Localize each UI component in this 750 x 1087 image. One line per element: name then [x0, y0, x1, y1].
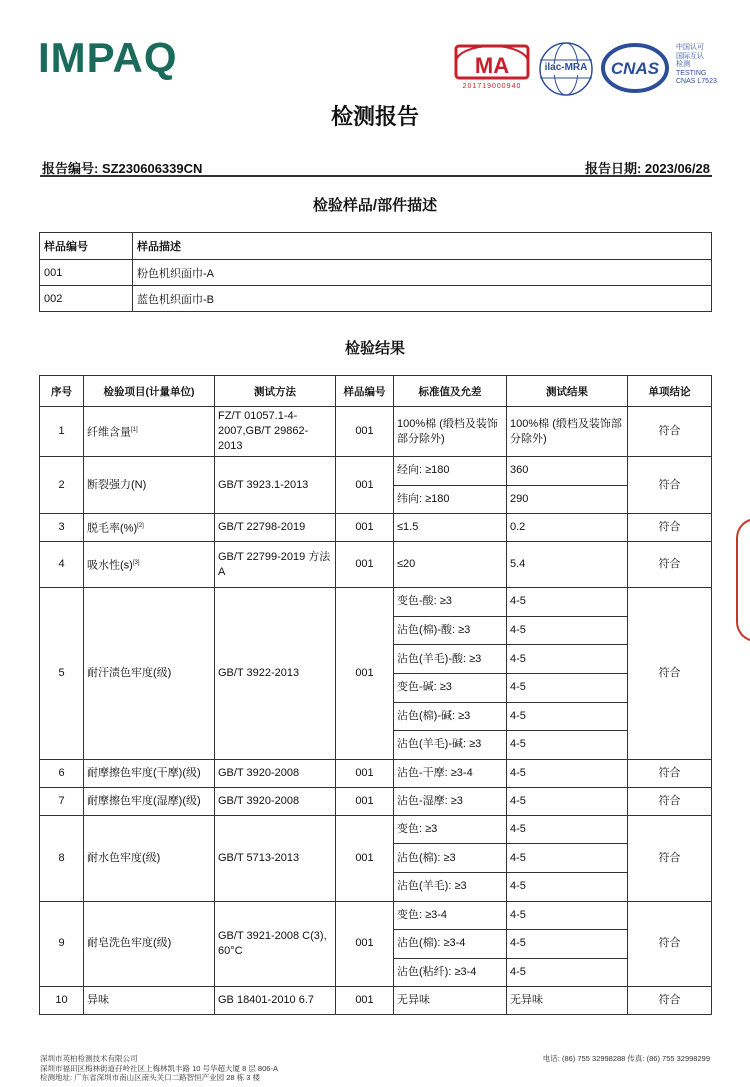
standard-value: 沾色(羊毛)-碱: ≥3 — [394, 731, 507, 760]
standard-value: 纬向: ≥180 — [394, 485, 507, 514]
test-result: 4-5 — [507, 815, 628, 844]
results-table — [39, 375, 712, 1015]
standard-value: 沾色(粘纤): ≥3-4 — [394, 958, 507, 987]
test-item — [84, 407, 215, 457]
report-number: 报告编号: SZ230606339CN — [42, 161, 203, 176]
standard-value: 变色-碱: ≥3 — [394, 673, 507, 702]
standard-value: 沾色(棉): ≥3-4 — [394, 930, 507, 959]
row-number: 5 — [40, 588, 84, 760]
test-result: 4-5 — [507, 645, 628, 674]
red-seal-stamp — [736, 518, 750, 642]
test-result: 290 — [507, 485, 628, 514]
test-result: 0.2 — [507, 514, 628, 542]
standard-value: 变色-酸: ≥3 — [394, 588, 507, 617]
svg-text:MA: MA — [474, 53, 510, 78]
row-number: 3 — [40, 514, 84, 542]
test-method: GB/T 3920-2008 — [215, 759, 336, 787]
table-row — [40, 542, 712, 588]
samples-table — [39, 232, 712, 312]
test-result: 360 — [507, 457, 628, 486]
cnas-caption-line: 中国认可 — [676, 44, 704, 51]
row-number: 10 — [40, 987, 84, 1015]
samples-section-title: 检验样品/部件描述 — [312, 197, 438, 214]
report-title: 检测报告 — [330, 104, 419, 129]
table-row — [40, 987, 712, 1015]
row-number: 6 — [40, 759, 84, 787]
footer — [40, 1054, 710, 1083]
row-number: 9 — [40, 901, 84, 987]
test-result: 4-5 — [507, 787, 628, 815]
test-item-label: 断裂强力(N) — [87, 478, 147, 491]
cnas-caption-line: CNAS L7523 — [676, 78, 717, 86]
table-row — [40, 514, 712, 542]
conclusion: 符合 — [628, 542, 712, 588]
test-result: 5.4 — [507, 542, 628, 588]
test-item-label: 耐摩擦色牢度(干摩)(级) — [87, 766, 201, 779]
test-method: GB/T 3922-2013 — [215, 588, 336, 760]
table-row — [40, 759, 712, 787]
test-result: 4-5 — [507, 759, 628, 787]
report-date: 报告日期: 2023/06/28 — [584, 161, 710, 176]
samples-header-cell: 样品编号 — [40, 233, 133, 260]
sample-id: 001 — [336, 588, 394, 760]
test-result: 100%棉 (缎档及装饰部分除外) — [507, 407, 628, 457]
cnas-caption-line: 国际互认 — [676, 52, 704, 60]
standard-value: 无异味 — [394, 987, 507, 1015]
conclusion: 符合 — [628, 815, 712, 901]
conclusion: 符合 — [628, 759, 712, 787]
cma-number: 201719000940 — [462, 83, 522, 90]
test-item-label: 耐汗渍色牢度(级) — [87, 666, 172, 679]
test-method: FZ/T 01057.1-4-2007,GB/T 29862-2013 — [215, 407, 336, 457]
test-result: 4-5 — [507, 844, 628, 873]
samples-header-cell: 样品描述 — [133, 233, 712, 260]
sample-desc: 蓝色机织面巾-B — [133, 286, 712, 312]
footnote-marker: [3] — [132, 559, 140, 566]
footnote-marker: [1] — [131, 426, 138, 433]
table-row — [40, 286, 712, 312]
cnas-caption-line: 检测 — [676, 61, 690, 69]
test-item-label: 异味 — [87, 994, 109, 1007]
test-item — [84, 787, 215, 815]
conclusion: 符合 — [628, 407, 712, 457]
test-result: 4-5 — [507, 702, 628, 731]
standard-value: ≤20 — [394, 542, 507, 588]
test-item-label: 吸水性(s) — [87, 559, 133, 572]
sample-id: 001 — [336, 457, 394, 514]
results-header-cell: 检验项目(计量单位) — [84, 376, 215, 407]
footnote-marker: [2] — [137, 522, 144, 529]
footer-lab-address: 检测地址: 广东省深圳市南山区南头关口二路智恒产业园 28 栋 3 楼 — [40, 1073, 261, 1082]
test-result: 4-5 — [507, 616, 628, 645]
test-result: 4-5 — [507, 588, 628, 617]
test-method: GB/T 3923.1-2013 — [215, 457, 336, 514]
table-row — [40, 815, 712, 844]
samples-header-row — [40, 233, 712, 260]
header-divider — [40, 175, 712, 177]
standard-value: 沾色-湿摩: ≥3 — [394, 787, 507, 815]
test-item — [84, 815, 215, 901]
cnas-label: CNAS — [610, 59, 660, 78]
footer-contact: 电话: (86) 755 32998288 传真: (86) 755 32998299 — [542, 1054, 710, 1063]
results-header-cell: 测试结果 — [507, 376, 628, 407]
footer-company: 深圳市英柏检测技术有限公司 — [40, 1054, 138, 1063]
conclusion: 符合 — [628, 514, 712, 542]
test-result: 4-5 — [507, 673, 628, 702]
sample-id: 001 — [336, 987, 394, 1015]
standard-value: 沾色-干摩: ≥3-4 — [394, 759, 507, 787]
results-header-cell: 单项结论 — [628, 376, 712, 407]
results-header-cell: 标准值及允差 — [394, 376, 507, 407]
test-method: GB/T 3921-2008 C(3), 60°C — [215, 901, 336, 987]
results-section-title: 检验结果 — [344, 340, 405, 357]
test-result: 无异味 — [507, 987, 628, 1015]
test-item — [84, 759, 215, 787]
standard-value: 变色: ≥3-4 — [394, 901, 507, 930]
standard-value: 沾色(羊毛)-酸: ≥3 — [394, 645, 507, 674]
sample-id: 001 — [336, 407, 394, 457]
results-header-row — [40, 376, 712, 407]
table-row — [40, 901, 712, 930]
test-method: GB/T 3920-2008 — [215, 787, 336, 815]
conclusion: 符合 — [628, 588, 712, 760]
test-item — [84, 987, 215, 1015]
test-item — [84, 901, 215, 987]
test-item — [84, 588, 215, 760]
test-item-label: 耐皂洗色牢度(级) — [87, 937, 172, 950]
sample-desc: 粉色机织面巾-A — [133, 260, 712, 286]
standard-value: 沾色(羊毛): ≥3 — [394, 872, 507, 901]
standard-value: 沾色(棉)-碱: ≥3 — [394, 702, 507, 731]
conclusion: 符合 — [628, 987, 712, 1015]
sample-id: 002 — [40, 286, 133, 312]
table-row — [40, 457, 712, 486]
table-row — [40, 407, 712, 457]
standard-value: 沾色(棉): ≥3 — [394, 844, 507, 873]
row-number: 2 — [40, 457, 84, 514]
test-item-label: 耐水色牢度(级) — [87, 851, 161, 864]
sample-id: 001 — [336, 542, 394, 588]
table-row — [40, 588, 712, 617]
standard-value: ≤1.5 — [394, 514, 507, 542]
test-item-label: 耐摩擦色牢度(湿摩)(级) — [87, 794, 201, 807]
conclusion: 符合 — [628, 787, 712, 815]
table-row — [40, 260, 712, 286]
test-item-label: 纤维含量 — [87, 426, 131, 439]
results-header-cell: 测试方法 — [215, 376, 336, 407]
test-result: 4-5 — [507, 930, 628, 959]
test-result: 4-5 — [507, 731, 628, 760]
results-header-cell: 样品编号 — [336, 376, 394, 407]
cnas-mark — [600, 42, 670, 99]
sample-id: 001 — [336, 514, 394, 542]
table-row — [40, 787, 712, 815]
sample-id: 001 — [336, 759, 394, 787]
row-number: 7 — [40, 787, 84, 815]
test-result: 4-5 — [507, 958, 628, 987]
test-result: 4-5 — [507, 872, 628, 901]
test-item — [84, 514, 215, 542]
row-number: 1 — [40, 407, 84, 457]
standard-value: 100%棉 (缎档及装饰部分除外) — [394, 407, 507, 457]
company-logo: IMPAQ — [38, 34, 178, 81]
test-item — [84, 457, 215, 514]
test-method: GB/T 22798-2019 — [215, 514, 336, 542]
sample-id: 001 — [336, 901, 394, 987]
conclusion: 符合 — [628, 457, 712, 514]
cnas-caption-line: TESTING — [676, 69, 707, 77]
row-number: 4 — [40, 542, 84, 588]
standard-value: 经向: ≥180 — [394, 457, 507, 486]
test-method: GB 18401-2010 6.7 — [215, 987, 336, 1015]
sample-id: 001 — [336, 787, 394, 815]
standard-value: 沾色(棉)-酸: ≥3 — [394, 616, 507, 645]
sample-id: 001 — [40, 260, 133, 286]
standard-value: 变色: ≥3 — [394, 815, 507, 844]
cma-logo-icon — [452, 42, 532, 82]
footer-address: 深圳市福田区梅林街道孖岭社区上梅林凯丰路 10 号华超大厦 8 层 806-A — [40, 1063, 278, 1073]
conclusion: 符合 — [628, 901, 712, 987]
test-item-label: 脱毛率(%) — [87, 522, 138, 535]
cnas-caption — [676, 44, 717, 87]
test-item — [84, 542, 215, 588]
test-method: GB/T 22799-2019 方法A — [215, 542, 336, 588]
row-number: 8 — [40, 815, 84, 901]
sample-id: 001 — [336, 815, 394, 901]
test-method: GB/T 5713-2013 — [215, 815, 336, 901]
cma-mark — [452, 42, 532, 90]
test-result: 4-5 — [507, 901, 628, 930]
ilac-mark — [535, 40, 597, 103]
ilac-label: ilac-MRA — [544, 62, 588, 73]
results-header-cell: 序号 — [40, 376, 84, 407]
